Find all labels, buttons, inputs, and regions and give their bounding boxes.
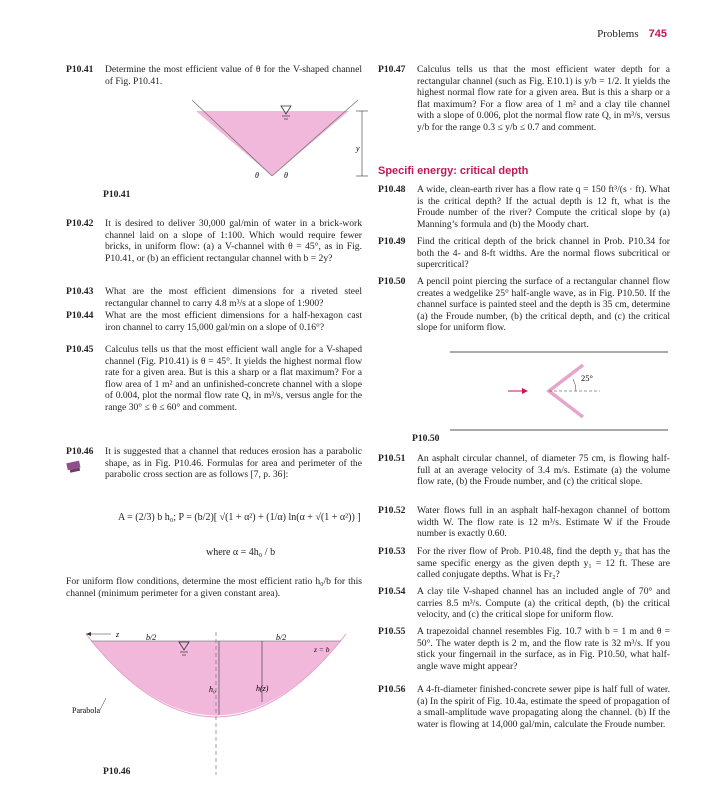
problem-p10-51 xyxy=(378,453,670,488)
v-channel-water xyxy=(196,111,349,176)
problem-text: Water flows full in an asphalt half-hexagon channel of bottom width W. The flow rate is 12 m³/s. Estimate W if the Froude number is exactly 0.60. xyxy=(417,505,670,540)
problem-p10-54 xyxy=(378,586,670,621)
theta-right-label: θ xyxy=(284,171,288,180)
problem-text: It is suggested that a channel that reduces erosion has a parabolic shape, as in Fig. P10.46. Formulas for area and perimeter of the parabolic cross section are as follows [7, p. 36]: xyxy=(105,446,362,481)
problem-text: Calculus tells us that the most efficient water depth for a rectangular channel (such as Fig. E10.1) is y/b = 1/2. It yields the highest normal flow rate for a given area. But is this a sharp or a flat maximum? For a flow area of 1 m² and a clay tile channel with a slope of 0.006, plot the normal flow rate Q, in m³/s, versus y/b for the range 0.3 ≤ y/b ≤ 0.7 and comment. xyxy=(417,64,670,133)
problem-number: P10.49 xyxy=(378,236,406,247)
problem-text: A 4-ft-diameter finished-concrete sewer pipe is half full of water. (a) In the spirit of Fig. 10.4a, estimate the speed of propagation of a small-amplitude wave propagating along the channel. (b) If the water is flowing at 14,000 gal/min, calculate the Froude number. xyxy=(417,684,670,730)
problem-number: P10.54 xyxy=(378,586,406,597)
problem-p10-53 xyxy=(378,546,670,581)
problem-number: P10.56 xyxy=(378,684,406,695)
left-column xyxy=(66,0,362,800)
figure-p10-41 xyxy=(192,96,382,186)
problem-number: P10.46 xyxy=(66,446,94,457)
page-number: 745 xyxy=(648,28,667,40)
problem-p10-43 xyxy=(66,286,362,309)
formula-area-perimeter: A = (2/3) b h₀; P = (b/2)[ √(1 + α²) + (1/α) ln(α + √(1 + α²)) ] xyxy=(118,512,361,523)
problem-text-continued: For uniform flow conditions, determine the most efficient ratio h₀/b for this channel (minimum perimeter for a given constant area). xyxy=(66,576,362,599)
problem-p10-46-continued xyxy=(66,576,362,599)
problem-text: An asphalt circular channel, of diameter 75 cm, is flowing half-full at an average velocity of 3.4 m/s. Estimate (a) the volume flow rate, (b) the Froude number, and (c) the critical slope. xyxy=(417,453,670,488)
problem-p10-55 xyxy=(378,626,670,672)
problem-number: P10.52 xyxy=(378,505,406,516)
problem-p10-42 xyxy=(66,218,362,264)
figure-p10-46 xyxy=(66,630,366,780)
problem-text: Find the critical depth of the brick channel in Prob. P10.34 for both the 4- and 8-ft widths. Are the normal flows subcritical or supercritical? xyxy=(417,236,670,271)
h0-label: h₀ xyxy=(209,685,216,694)
problem-p10-44 xyxy=(66,310,362,333)
margin-computer-icon xyxy=(66,460,82,474)
theta-left-label: θ xyxy=(255,171,259,180)
problem-p10-50 xyxy=(378,276,670,334)
problem-text: A clay tile V-shaped channel has an included angle of 70° and carries 8.5 m³/s. Compute (a) the critical depth, (b) the critical velocity, and (c) the critical slope for uniform flow. xyxy=(417,586,670,621)
formula-alpha: where α = 4h₀ / b xyxy=(206,547,276,558)
problem-number: P10.45 xyxy=(66,344,94,355)
problem-number: P10.53 xyxy=(378,546,406,557)
problem-number: P10.43 xyxy=(66,286,94,297)
depth-label: y xyxy=(356,144,360,153)
z-axis-label: z xyxy=(116,630,120,639)
problem-number: P10.51 xyxy=(378,453,406,464)
problem-number: P10.41 xyxy=(66,64,94,75)
problem-p10-41 xyxy=(66,64,362,87)
problem-p10-47 xyxy=(378,64,670,134)
problem-text: Calculus tells us that the most efficient wall angle for a V-shaped channel (Fig. P10.41) is θ = 45°. It yields the highest normal flow rate for a given area. But is this a sharp or a flat maximum? For a flow area of 1 m² and an unfinished-concrete channel with a slope of 0.004, plot the normal flow rate Q, in m³/s, versus angle for the range 30° ≤ θ ≤ 60° and comment. xyxy=(105,344,362,413)
problem-text: Determine the most efficient value of θ for the V-shaped channel of Fig. P10.41. xyxy=(105,64,362,87)
z-equals-b-label: z = b xyxy=(314,645,330,654)
half-width-left-label: b/2 xyxy=(146,633,157,642)
problem-p10-45 xyxy=(66,344,362,414)
half-angle-label: 25° xyxy=(581,373,593,383)
half-width-right-label: b/2 xyxy=(276,633,287,642)
right-column xyxy=(378,0,670,800)
problem-text: A wide, clean-earth river has a flow rate q = 150 ft³/(s · ft). What is the critical depth? If the actual depth is 12 ft, what is the Froude number of the river? Compute the critical slope by (a) Manning’s formula and (b) the Moody chart. xyxy=(417,184,670,230)
figure-label-p10-41: P10.41 xyxy=(103,189,131,200)
figure-label-p10-50: P10.50 xyxy=(412,433,440,444)
problem-p10-48 xyxy=(378,184,670,230)
problem-text: A pencil point piercing the surface of a rectangular channel flow creates a wedgelike 25° half-angle wave, as in Fig. P10.50. If the channel surface is painted steel and the depth is 35 cm, determine (a) the Froude number, (b) the critical depth, and (c) the critical slope for uniform flow. xyxy=(417,276,670,334)
problem-number: P10.48 xyxy=(378,184,406,195)
section-name: Problems xyxy=(597,28,639,40)
problem-number: P10.50 xyxy=(378,276,406,287)
problem-p10-49 xyxy=(378,236,670,271)
problem-p10-56 xyxy=(378,684,670,730)
hz-label: h(z) xyxy=(256,684,269,693)
figure-p10-50 xyxy=(450,350,668,432)
figure-label-p10-46: P10.46 xyxy=(103,766,131,777)
problem-number: P10.47 xyxy=(378,64,406,75)
problem-p10-52 xyxy=(378,505,670,540)
problem-number: P10.55 xyxy=(378,626,406,637)
problem-text: It is desired to deliver 30,000 gal/min of water in a brick-work channel laid on a slope of 1:100. Which would require fewer bricks, in uniform flow: (a) a V-channel with θ = 45°, as in Fig. P10.41, or (b) an efficient rectangular channel with b = 2y? xyxy=(105,218,362,264)
problem-p10-46 xyxy=(66,446,362,481)
problem-number: P10.42 xyxy=(66,218,94,229)
section-heading: Specifi energy: critical depth xyxy=(378,165,529,177)
problem-number: P10.44 xyxy=(66,310,94,321)
parabola-label: Parabola xyxy=(72,706,100,715)
problem-text: For the river flow of Prob. P10.48, find the depth y₂ that has the same specific energy as the given depth y₁ = 12 ft. These are called conjugate depths. What is Fr₂? xyxy=(417,546,670,581)
problem-text: What are the most efficient dimensions for a riveted steel rectangular channel to carry 4.8 m³/s at a slope of 1:900? xyxy=(105,286,362,309)
problem-text: What are the most efficient dimensions for a half-hexagon cast iron channel to carry 15,000 gal/min on a slope of 0.16°? xyxy=(105,310,362,333)
problem-text: A trapezoidal channel resembles Fig. 10.7 with b = 1 m and θ = 50°. The water depth is 2 m, and the flow rate is 32 m³/s. If you stick your fingernail in the surface, as in Fig. P10.50, what half-angle wave might appear? xyxy=(417,626,670,672)
